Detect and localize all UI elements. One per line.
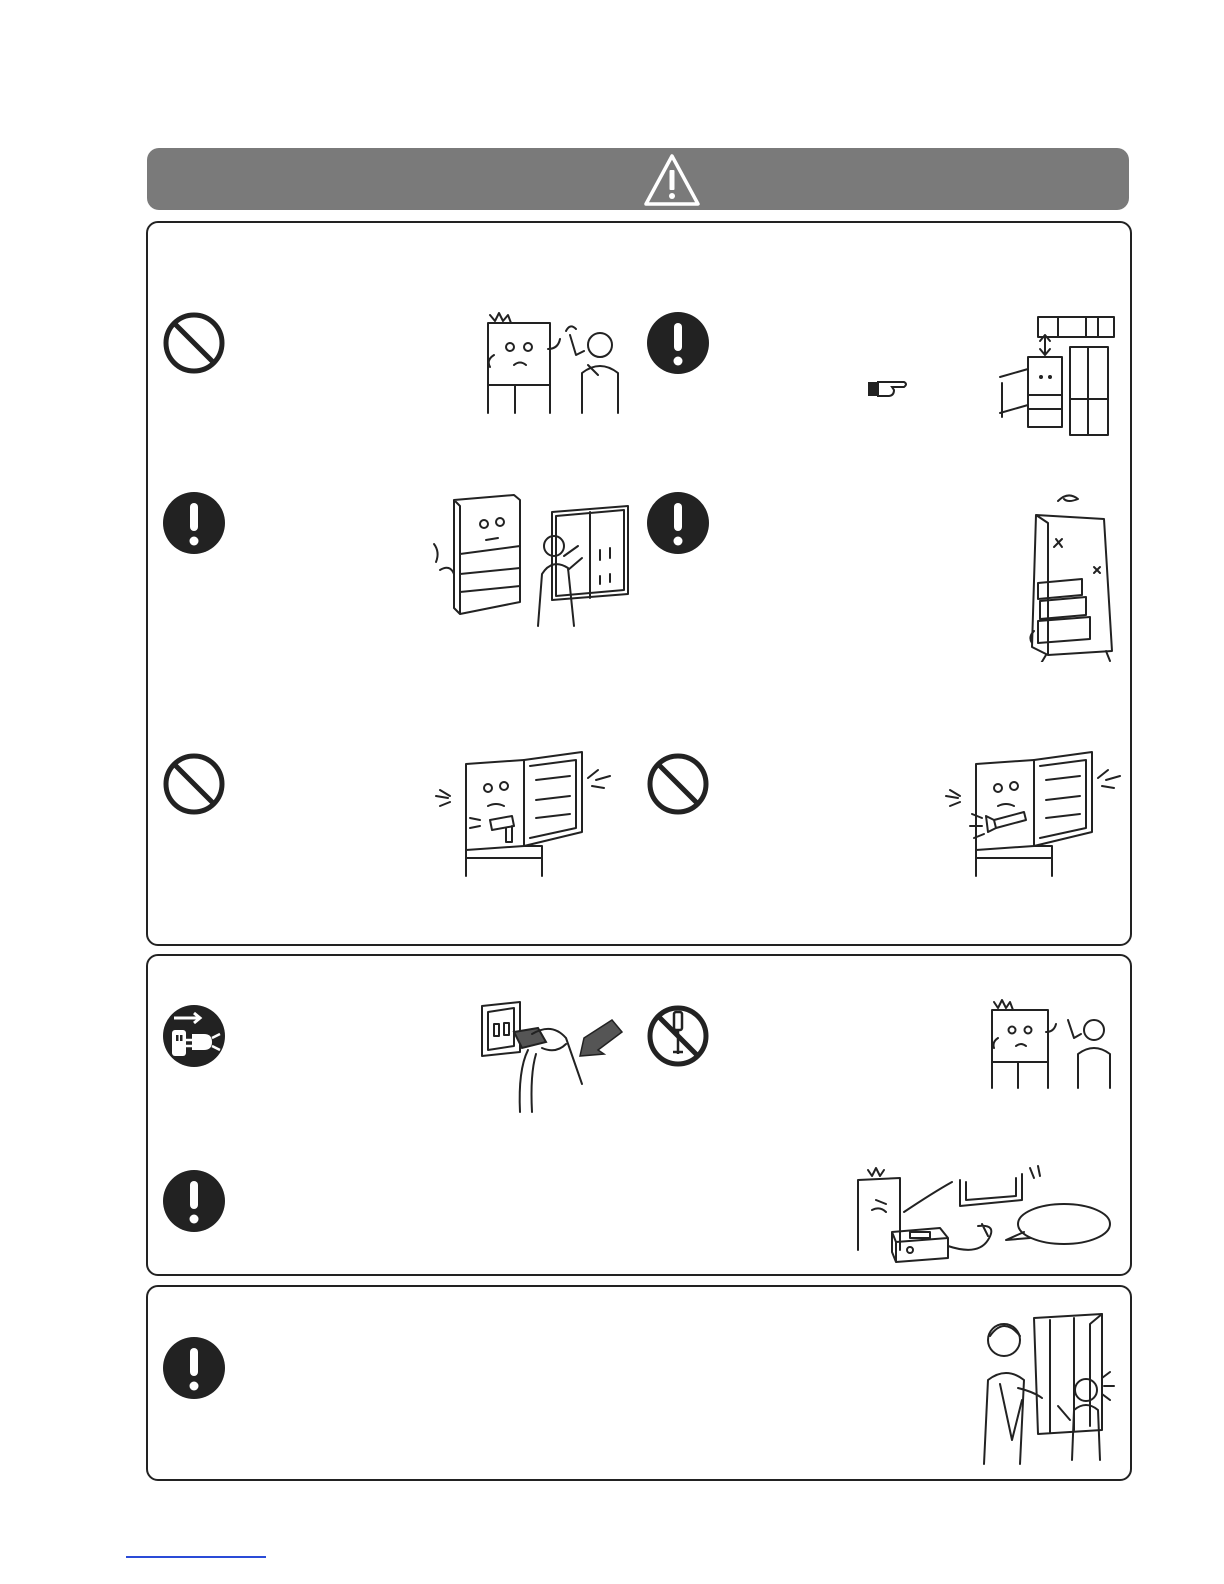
prohibition-icon	[162, 752, 226, 816]
unplug-icon	[162, 1004, 226, 1068]
mandatory-action-icon	[162, 1169, 226, 1233]
fridge-installed-in-kitchen-illustration	[998, 305, 1116, 440]
gas-leak-window-illustration	[852, 1160, 1114, 1270]
mandatory-action-icon	[162, 491, 226, 555]
warning-triangle-icon	[642, 152, 702, 208]
fridge-and-technician-illustration	[470, 305, 630, 420]
hand-unplugging-cord-illustration	[472, 998, 632, 1118]
mandatory-action-icon	[646, 311, 710, 375]
prohibition-icon	[162, 311, 226, 375]
mandatory-action-icon	[162, 1336, 226, 1400]
mandatory-action-icon	[646, 491, 710, 555]
prohibition-icon	[646, 752, 710, 816]
pointing-hand-icon	[866, 376, 908, 398]
adult-and-child-at-fridge-illustration	[978, 1310, 1120, 1470]
fridge-and-technician-small-illustration	[978, 992, 1118, 1092]
do-not-disassemble-icon	[646, 1004, 710, 1068]
fridge-with-flashlight-illustration	[942, 750, 1126, 878]
fridge-with-hair-dryer-illustration	[432, 750, 616, 878]
fridge-tipping-over-illustration	[1020, 487, 1120, 662]
footer-link-underline[interactable]	[126, 1556, 266, 1558]
fridge-near-window-illustration	[424, 490, 634, 630]
warning-banner	[147, 148, 1129, 210]
